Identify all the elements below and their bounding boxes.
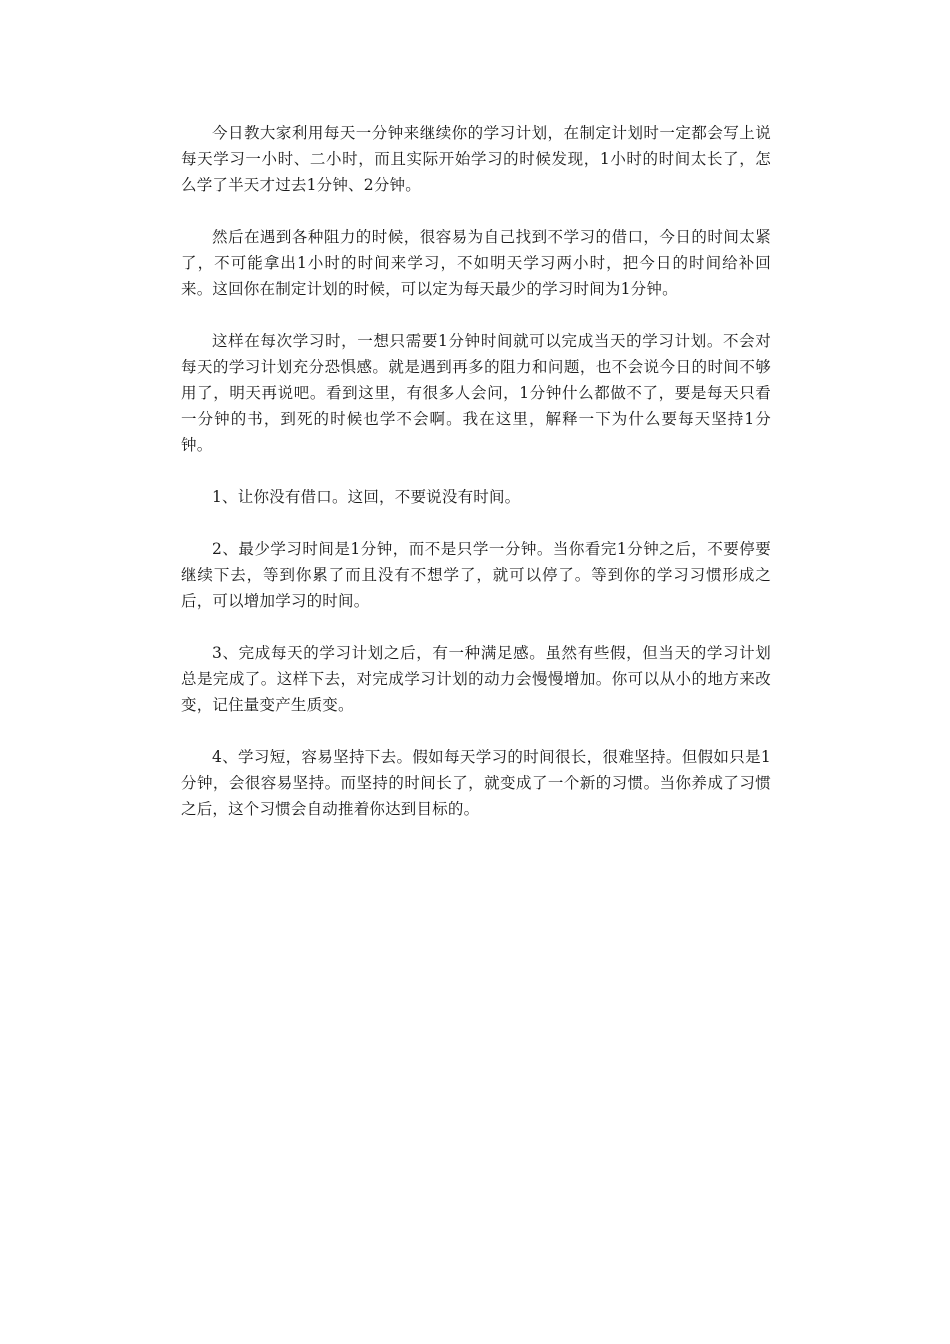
list-item-3: 3、完成每天的学习计划之后，有一种满足感。虽然有些假，但当天的学习计划总是完成了。这样下去，对完成学习计划的动力会慢慢增加。你可以从小的地方来改变，记住量变产生质变。 [181, 644, 771, 714]
list-item-2: 2、最少学习时间是1分钟，而不是只学一分钟。当你看完1分钟之后，不要停要继续下去，等到你累了而且没有不想学了，就可以停了。等到你的学习习惯形成之后，可以增加学习的时间。 [181, 540, 771, 610]
paragraph-intro: 今日教大家利用每天一分钟来继续你的学习计划，在制定计划时一定都会写上说每天学习一小时、二小时，而且实际开始学习的时候发现，1小时的时间太长了，怎么学了半天才过去1分钟、2分钟。 [181, 124, 771, 194]
list-item-1: 1、让你没有借口。这回，不要说没有时间。 [212, 488, 521, 506]
paragraph-one-minute: 这样在每次学习时，一想只需要1分钟时间就可以完成当天的学习计划。不会对每天的学习计划充分恐惧感。就是遇到再多的阻力和问题，也不会说今日的时间不够用了，明天再说吧。看到这里，有很多人会问，1分钟什么都做不了，要是每天只看一分钟的书，到死的时候也学不会啊。我在这里，解释一下为什么要每天坚持1分钟。 [181, 332, 771, 454]
list-item-4: 4、学习短，容易坚持下去。假如每天学习的时间很长，很难坚持。但假如只是1分钟，会很容易坚持。而坚持的时间长了，就变成了一个新的习惯。当你养成了习惯之后，这个习惯会自动推着你达到目标的。 [181, 748, 771, 818]
paragraph-obstacles: 然后在遇到各种阻力的时候，很容易为自己找到不学习的借口，今日的时间太紧了，不可能拿出1小时的时间来学习，不如明天学习两小时，把今日的时间给补回来。这回你在制定计划的时候，可以定为每天最少的学习时间为1分钟。 [181, 228, 771, 298]
document-body [181, 120, 771, 848]
